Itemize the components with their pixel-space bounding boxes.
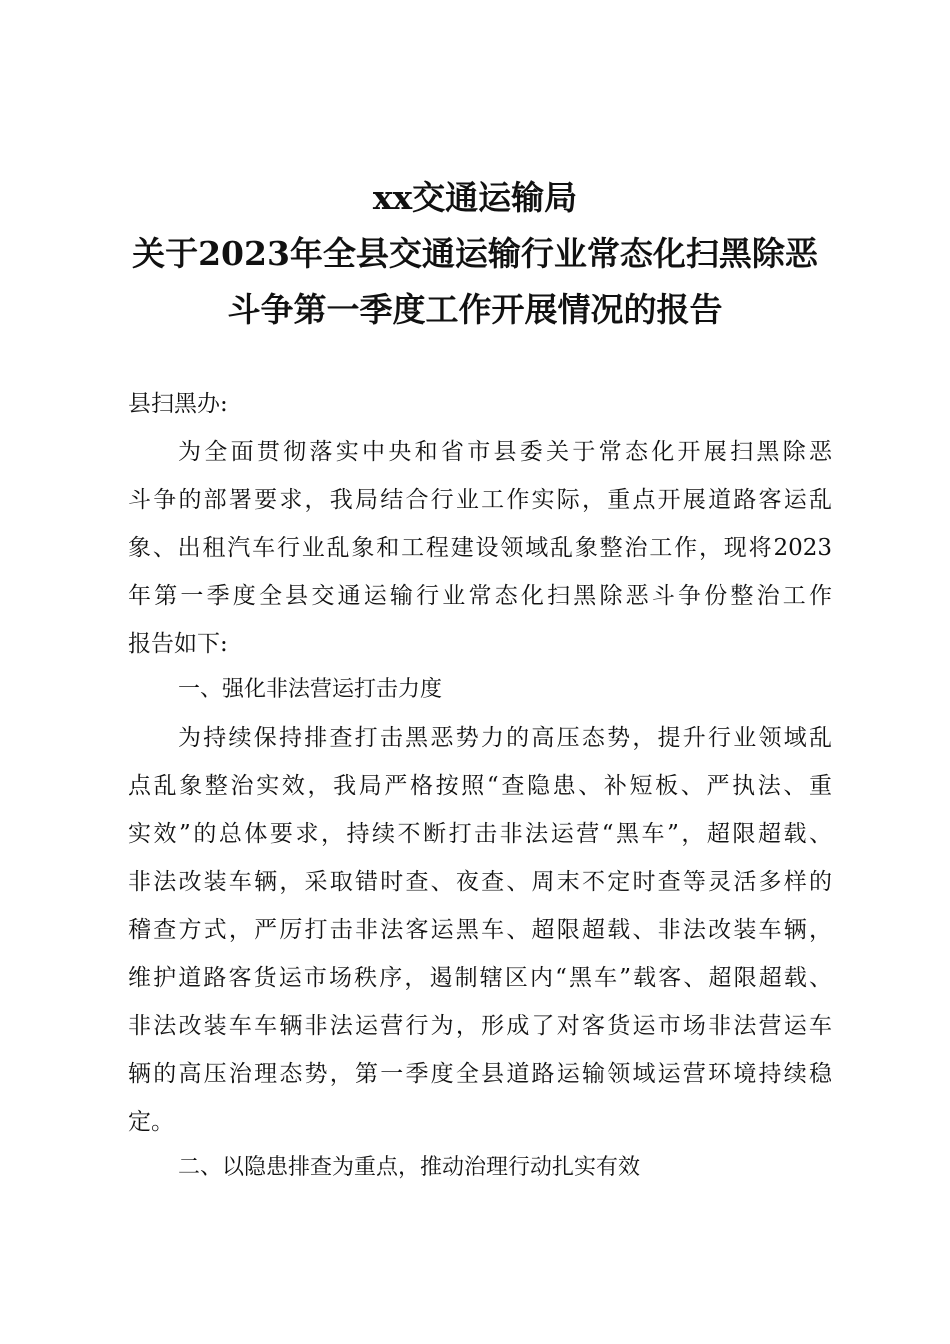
paragraph-line: 稽查方式，严厉打击非法客运黑车、超限超载、非法改装车辆， <box>128 917 832 943</box>
title-line-2: 关于2023年全县交通运输行业常态化扫黑除恶 <box>132 234 818 273</box>
paragraph-line: 象、出租汽车行业乱象和工程建设领域乱象整治工作，现将2023 <box>128 535 832 561</box>
intro-paragraph <box>128 428 832 668</box>
paragraph-line: 非法改装车车辆非法运营行为，形成了对客货运市场非法营运车 <box>128 1013 832 1039</box>
paragraph-line: 维护道路客货运市场秩序，遏制辖区内“黑车”载客、超限超载、 <box>128 965 832 991</box>
paragraph-line: 辆的高压治理态势，第一季度全县道路运输领域运营环境持续稳 <box>128 1061 832 1087</box>
paragraph-line: 非法改装车辆，采取错时查、夜查、周末不定时查等灵活多样的 <box>128 869 832 895</box>
section-1-paragraph <box>128 714 832 1146</box>
title-line-1: xx交通运输局 <box>372 178 578 217</box>
section-2-heading: 二、以隐患排查为重点，推动治理行动扎实有效 <box>178 1155 641 1180</box>
document-title <box>0 170 950 338</box>
paragraph-line: 点乱象整治实效，我局严格按照“查隐患、补短板、严执法、重 <box>128 773 832 799</box>
paragraph-line: 报告如下: <box>128 631 228 657</box>
paragraph-line: 实效”的总体要求，持续不断打击非法运营“黑车”，超限超载、 <box>128 821 832 847</box>
paragraph-line: 定。 <box>128 1109 174 1135</box>
paragraph-line: 为持续保持排查打击黑恶势力的高压态势，提升行业领域乱 <box>178 725 832 751</box>
salutation: 县扫黑办: <box>128 391 228 417</box>
paragraph-line: 斗争的部署要求，我局结合行业工作实际，重点开展道路客运乱 <box>128 487 832 513</box>
title-line-3: 斗争第一季度工作开展情况的报告 <box>227 290 723 329</box>
paragraph-line: 年第一季度全县交通运输行业常态化扫黑除恶斗争份整治工作 <box>128 583 832 609</box>
section-1-heading: 一、强化非法营运打击力度 <box>178 677 443 702</box>
paragraph-line: 为全面贯彻落实中央和省市县委关于常态化开展扫黑除恶 <box>178 439 832 465</box>
